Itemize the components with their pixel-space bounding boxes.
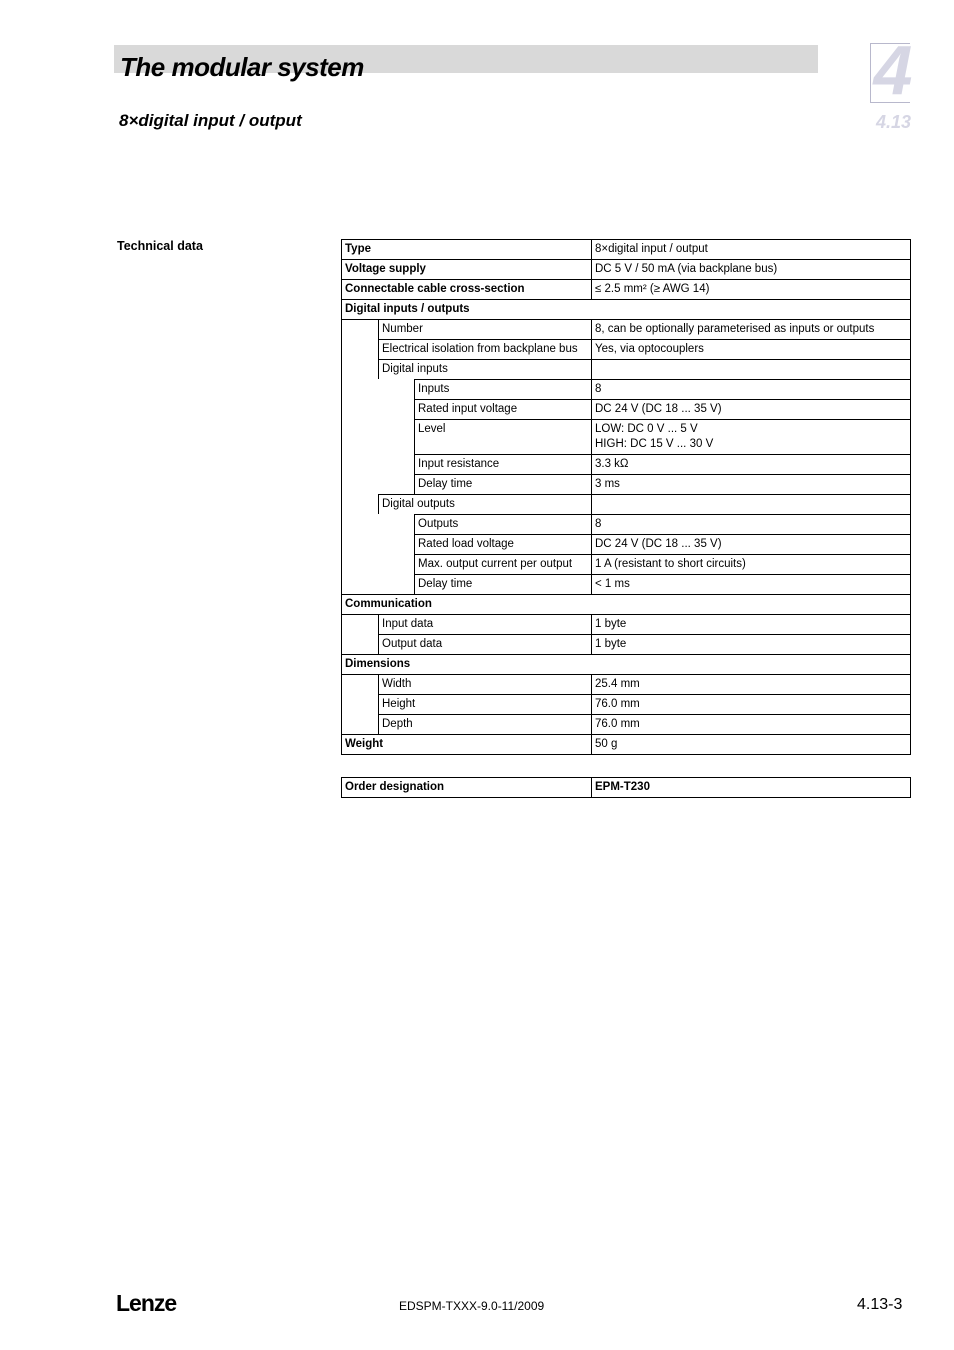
row-value-line: Yes, via optocouplers [595, 343, 704, 355]
row-label: Weight [342, 735, 592, 755]
table-row [342, 595, 911, 615]
row-label: Delay time [414, 574, 591, 594]
row-label: Digital inputs [378, 359, 591, 379]
row-value [592, 715, 911, 735]
row-label: Depth [378, 714, 591, 734]
row-label-cell [342, 320, 592, 340]
row-label-cell [342, 535, 592, 555]
table-row [342, 420, 911, 455]
row-label-cell [342, 635, 592, 655]
table-row [342, 695, 911, 715]
row-label-cell [342, 400, 592, 420]
chapter-subsection: 4.13 [876, 112, 912, 132]
row-label: Electrical isolation from backplane bus [378, 339, 591, 359]
row-label-cell [342, 575, 592, 595]
table-row [342, 300, 911, 320]
table-row [342, 340, 911, 360]
table-row [342, 515, 911, 535]
table-row [342, 475, 911, 495]
row-value-line: 3 ms [595, 478, 620, 490]
row-label-cell [342, 695, 592, 715]
row-label-cell [342, 715, 592, 735]
row-value-line-2: HIGH: DC 15 V ... 30 V [595, 438, 714, 450]
table-row [342, 535, 911, 555]
table-row [342, 575, 911, 595]
table-row [342, 360, 911, 380]
row-label-cell [342, 340, 592, 360]
document-id: EDSPM-TXXX-9.0-11/2009 [399, 1299, 545, 1313]
table-row [342, 735, 911, 755]
table-row [342, 380, 911, 400]
row-value [592, 555, 911, 575]
row-label-cell [342, 515, 592, 535]
order-label: Order designation [342, 778, 592, 798]
row-label-cell [342, 615, 592, 635]
row-value [592, 280, 911, 300]
row-label: Output data [378, 634, 591, 654]
row-value-line: 8, can be optionally parameterised as inputs or outputs [595, 323, 875, 335]
row-value-line: 1 byte [595, 638, 627, 650]
row-value [592, 400, 911, 420]
row-label-cell [342, 380, 592, 400]
row-label-cell [342, 495, 592, 515]
row-value [592, 420, 911, 455]
row-label: Delay time [414, 474, 591, 494]
table-row [342, 280, 911, 300]
row-value-line: 8 [595, 518, 602, 530]
row-label: Input resistance [414, 454, 591, 474]
row-value [592, 695, 911, 715]
row-label: Communication [342, 595, 911, 615]
order-row [342, 778, 911, 798]
row-value [592, 240, 911, 260]
row-label: Max. output current per output [414, 554, 591, 574]
row-value-line: 25.4 mm [595, 678, 640, 690]
row-value-line: LOW: DC 0 V ... 5 V [595, 423, 698, 435]
table-row [342, 615, 911, 635]
row-value [592, 635, 911, 655]
row-label-cell [342, 675, 592, 695]
row-value [592, 475, 911, 495]
chapter-number: 4 [873, 31, 913, 109]
table-row [342, 555, 911, 575]
page-subtitle: 8×digital input / output [119, 111, 302, 130]
row-value-line: ≤ 2.5 mm² (≥ AWG 14) [595, 283, 710, 295]
row-value [592, 735, 911, 755]
row-value-line: 76.0 mm [595, 718, 640, 730]
row-value [592, 535, 911, 555]
row-label: Digital outputs [378, 494, 591, 514]
row-value-line: 3.3 kΩ [595, 458, 629, 470]
row-label-cell [342, 475, 592, 495]
page-title: The modular system [120, 52, 364, 82]
row-value [592, 675, 911, 695]
row-label: Rated input voltage [414, 399, 591, 419]
row-label: Input data [378, 614, 591, 634]
row-value [592, 515, 911, 535]
row-label: Inputs [414, 379, 591, 399]
row-label: Voltage supply [342, 260, 592, 280]
row-label: Outputs [414, 514, 591, 534]
row-value [592, 260, 911, 280]
row-label: Height [378, 694, 591, 714]
table-row [342, 455, 911, 475]
row-value [592, 340, 911, 360]
row-value-line: 1 byte [595, 618, 627, 630]
row-value [592, 455, 911, 475]
order-value: EPM-T230 [592, 778, 911, 798]
row-value-line: 1 A (resistant to short circuits) [595, 558, 746, 570]
row-value-line: DC 24 V (DC 18 ... 35 V) [595, 403, 722, 415]
row-label: Dimensions [342, 655, 911, 675]
row-label: Rated load voltage [414, 534, 591, 554]
row-label-cell [342, 360, 592, 380]
row-value [592, 495, 911, 515]
section-label: Technical data [117, 239, 203, 253]
table-row [342, 240, 911, 260]
page-number: 4.13-3 [857, 1296, 903, 1313]
row-label: Connectable cable cross-section [342, 280, 592, 300]
table-row [342, 320, 911, 340]
row-label: Digital inputs / outputs [342, 300, 911, 320]
row-value-line: 8 [595, 383, 602, 395]
row-label: Width [378, 674, 591, 694]
row-label: Type [342, 240, 592, 260]
row-value [592, 615, 911, 635]
row-value-line: DC 24 V (DC 18 ... 35 V) [595, 538, 722, 550]
row-value-line: DC 5 V / 50 mA (via backplane bus) [595, 263, 778, 275]
row-label-cell [342, 455, 592, 475]
row-label-cell [342, 555, 592, 575]
table-row [342, 635, 911, 655]
row-value [592, 360, 911, 380]
row-label: Number [378, 319, 591, 339]
row-value-line: 8×digital input / output [595, 243, 708, 255]
technical-data-table [341, 239, 911, 755]
row-value-line: 76.0 mm [595, 698, 640, 710]
row-value-line: < 1 ms [595, 578, 630, 590]
row-value-line: 50 g [595, 738, 618, 750]
table-row [342, 400, 911, 420]
lenze-logo: Lenze [116, 1290, 177, 1316]
table-row [342, 495, 911, 515]
row-value [592, 575, 911, 595]
table-row [342, 655, 911, 675]
order-designation-table [341, 777, 911, 798]
table-row [342, 715, 911, 735]
row-label: Level [414, 419, 591, 454]
row-label-cell [342, 420, 592, 455]
row-value [592, 380, 911, 400]
table-row [342, 260, 911, 280]
row-value [592, 320, 911, 340]
table-row [342, 675, 911, 695]
